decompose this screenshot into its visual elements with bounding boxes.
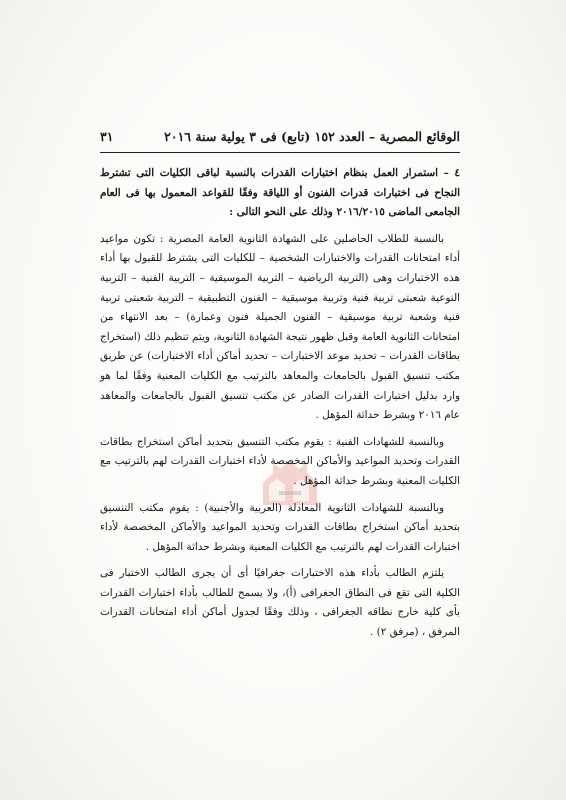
paragraph-item-4: ٤ – استمرار العمل بنظام اختبارات القدرات بالنسبة لباقى الكليات التى تشترط النجاح فى اختبارات قدرات الفنون أو اللياقة وفقًا للقواعد المعمول بها فى العام الجامعى الماضى ٢٠١٦/٢٠١٥ وذلك على النحو التالى : <box>100 167 460 219</box>
header-divider <box>100 152 460 153</box>
page-number: ٣١ <box>100 129 114 144</box>
paragraph-technical-certificates: وبالنسبة للشهادات الفنية : يقوم مكتب التنسيق بتحديد أماكن استخراج بطاقات القدرات وتحديد المواعيد والأماكن المخصصة لأداء اختبارات القدرات لهم بالترتيب مع الكليات المعنية وبشرط حداثة المؤهل . <box>100 435 460 487</box>
paragraph-geographic-rule: يلتزم الطالب بأداء هذه الاختبارات جغرافيًا أى أن يجرى الطالب الاختبار فى الكلية التى تقع فى النطاق الجغرافى (أ)، ولا يسمح للطالب بأداء اختبارات القدرات بأى كلية خارج نطاقه الجغرافى ، وذلك وفقًا لجدول أماكن أداء امتحانات القدرات المرفق ، (مرفق ٢) . <box>100 567 460 639</box>
paragraph-equivalent-certificates: وبالنسبة للشهادات الثانوية المعادلة (العربية والأجنبية) : يقوم مكتب التنسيق بتحديد أماكن استخراج بطاقات القدرات وتحديد المواعيد والأماكن المخصصة لأداء اختبارات القدرات لهم بالترتيب مع الكليات المعنية وبشرط حداثة المؤهل . <box>100 501 460 553</box>
journal-title: الوقائع المصرية – العدد ١٥٢ (تابع) فى ٣ يولية سنة ٢٠١٦ <box>164 129 460 144</box>
document-body <box>100 164 460 643</box>
page-header <box>100 129 460 144</box>
paragraph-general-secondary: بالنسبة للطلاب الحاصلين على الشهادة الثانوية العامة المصرية : تكون مواعيد أداء امتحانات القدرات والاختبارات الشخصية – للكليات التى يشترط للقبول بها أداء هذه الاختبارات وهى (التربية الرياضية – التربية الموسيقية – التربية الفنية – التربية النوعية شعبتى تربية فنية وتربية موسيقية – الفنون التطبيقية – التربية شعبتى تربية فنية وشعبة تربية موسيقية – الفنون الجميلة فنون وعمارة) – بعد الانتهاء من امتحانات الثانوية العامة وقبل ظهور نتيجة الشهادة الثانوية، ويتم تنظيم ذلك (استخراج بطاقات القدرات – تحديد موعد الاختبارات – تحديد أماكن أداء الاختبارات) عن طريق مكتب تنسيق القبول بالجامعات والمعاهد بالترتيب مع الكليات المعنية وفقًا لما هو وارد بدليل اختبارات القدرات الصادر عن مكتب تنسيق القبول بالجامعات والمعاهد عام ٢٠١٦ وبشرط حداثة المؤهل . <box>100 232 460 422</box>
